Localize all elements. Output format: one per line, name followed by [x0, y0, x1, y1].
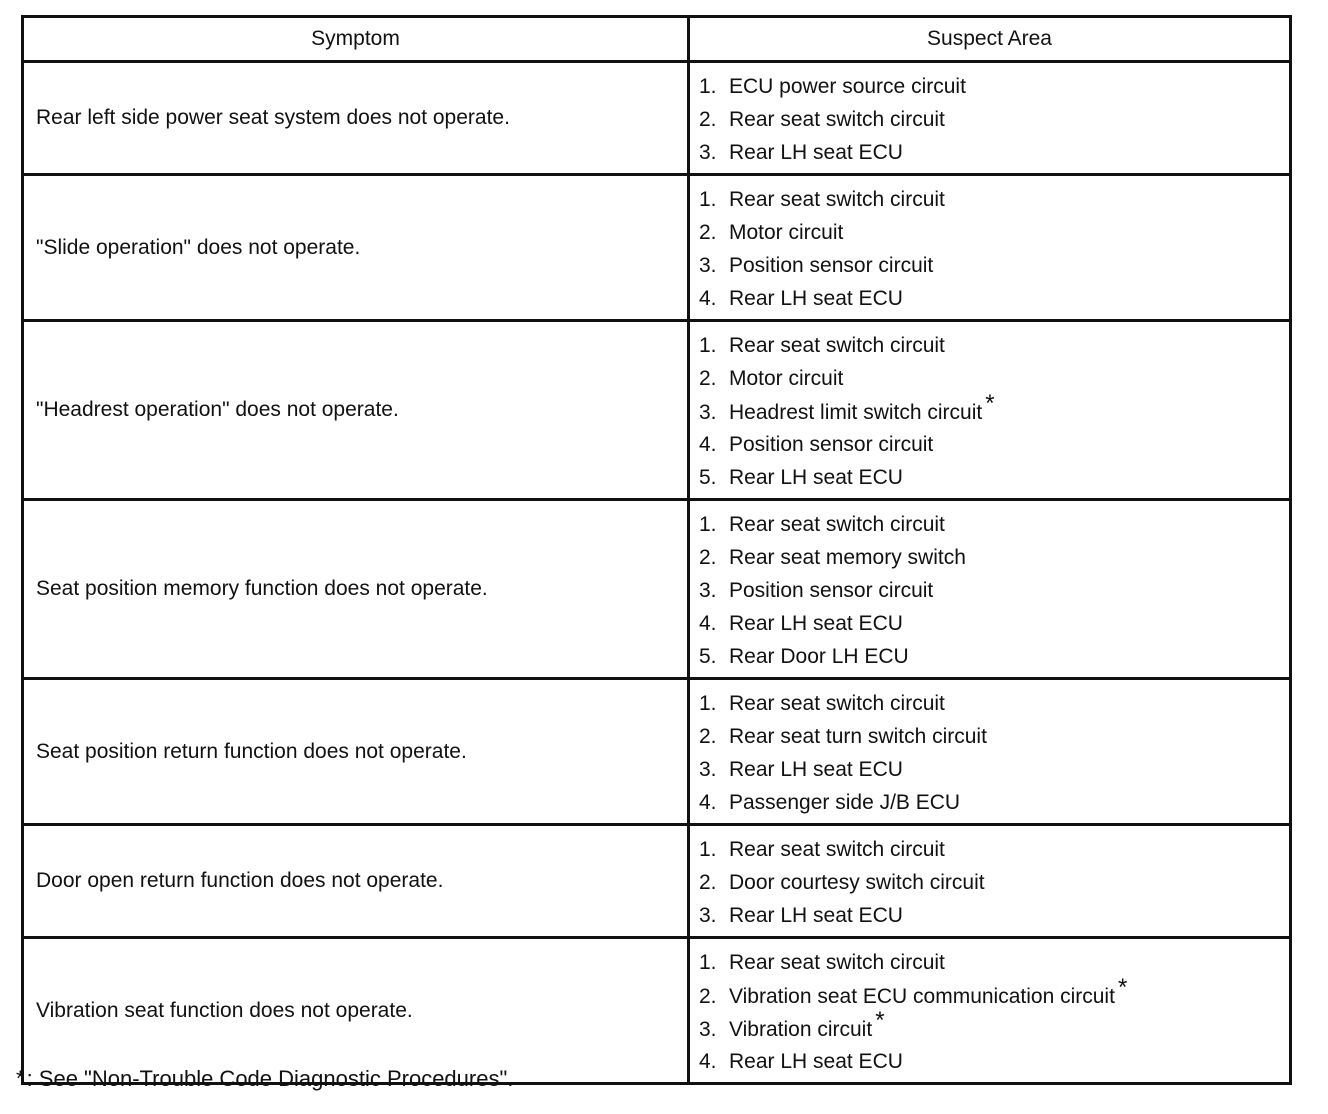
suspect-area-cell	[689, 825, 1291, 938]
list-item	[699, 720, 1289, 753]
suspect-area-cell	[689, 938, 1291, 1084]
list-item	[699, 461, 1289, 494]
item-text: Vibration seat ECU communication circuit	[729, 985, 1115, 1008]
item-number: 1.	[699, 951, 717, 974]
footnote-marker: *	[16, 1066, 25, 1091]
suspect-area-cell	[689, 62, 1291, 175]
list-item	[699, 329, 1289, 362]
item-number: 1.	[699, 334, 717, 357]
item-number: 2.	[699, 546, 717, 569]
item-text: Vibration circuit	[729, 1018, 873, 1041]
suspect-area-cell	[689, 175, 1291, 321]
item-text: Rear seat switch circuit	[729, 951, 945, 974]
table-body	[23, 62, 1291, 1084]
footnote-marker: *	[875, 1007, 885, 1034]
item-text: Rear seat switch circuit	[729, 108, 945, 131]
list-item	[699, 866, 1289, 899]
item-number: 2.	[699, 367, 717, 390]
symptom-cell: Door open return function does not operate.	[23, 825, 689, 938]
list-item	[699, 249, 1289, 282]
item-text: Rear seat turn switch circuit	[729, 725, 987, 748]
suspect-area-list	[699, 70, 1289, 169]
list-item	[699, 428, 1289, 461]
list-item	[699, 607, 1289, 640]
item-text: Rear LH seat ECU	[729, 758, 903, 781]
list-item	[699, 390, 1289, 428]
list-item	[699, 899, 1289, 932]
item-number: 1.	[699, 188, 717, 211]
item-text: Rear LH seat ECU	[729, 287, 903, 310]
suspect-area-list	[699, 687, 1289, 819]
item-text: Position sensor circuit	[729, 254, 934, 277]
item-text: Motor circuit	[729, 221, 844, 244]
list-item	[699, 282, 1289, 315]
list-item	[699, 508, 1289, 541]
symptom-cell: Seat position memory function does not operate.	[23, 500, 689, 679]
item-text: Position sensor circuit	[729, 433, 934, 456]
item-number: 4.	[699, 287, 717, 310]
footnote	[16, 1066, 513, 1092]
list-item	[699, 640, 1289, 673]
item-text: Rear Door LH ECU	[729, 645, 909, 668]
item-text: ECU power source circuit	[729, 75, 966, 98]
list-item	[699, 574, 1289, 607]
item-number: 4.	[699, 612, 717, 635]
item-text: Rear seat memory switch	[729, 546, 966, 569]
table-row	[23, 500, 1291, 679]
item-number: 3.	[699, 579, 717, 602]
item-number: 1.	[699, 75, 717, 98]
item-text: Rear LH seat ECU	[729, 612, 903, 635]
item-text: Motor circuit	[729, 367, 844, 390]
item-number: 5.	[699, 466, 717, 489]
symptom-header: Symptom	[23, 17, 689, 62]
list-item	[699, 974, 1289, 1012]
footnote-marker: *	[985, 390, 995, 417]
suspect-area-list	[699, 329, 1289, 494]
item-text: Rear seat switch circuit	[729, 838, 945, 861]
item-number: 5.	[699, 645, 717, 668]
symptom-cell: "Headrest operation" does not operate.	[23, 321, 689, 500]
suspect-area-list	[699, 946, 1289, 1078]
item-number: 2.	[699, 871, 717, 894]
item-text: Rear LH seat ECU	[729, 1050, 903, 1073]
suspect-area-list	[699, 508, 1289, 673]
item-number: 2.	[699, 985, 717, 1008]
list-item	[699, 687, 1289, 720]
list-item	[699, 183, 1289, 216]
table-row	[23, 938, 1291, 1084]
table-row	[23, 321, 1291, 500]
symptom-cell: Vibration seat function does not operate.	[23, 938, 689, 1084]
suspect-area-table	[21, 15, 1292, 1085]
list-item	[699, 70, 1289, 103]
suspect-area-cell	[689, 500, 1291, 679]
list-item	[699, 216, 1289, 249]
item-text: Rear seat switch circuit	[729, 513, 945, 536]
item-text: Rear LH seat ECU	[729, 141, 903, 164]
footnote-text: : See "Non-Trouble Code Diagnostic Procedures".	[26, 1066, 514, 1091]
list-item	[699, 103, 1289, 136]
list-item	[699, 753, 1289, 786]
item-text: Door courtesy switch circuit	[729, 871, 985, 894]
item-number: 3.	[699, 904, 717, 927]
suspect-area-header: Suspect Area	[689, 17, 1291, 62]
suspect-area-list	[699, 833, 1289, 932]
item-text: Rear seat switch circuit	[729, 334, 945, 357]
list-item	[699, 786, 1289, 819]
list-item	[699, 946, 1289, 979]
list-item	[699, 833, 1289, 866]
symptom-cell: Rear left side power seat system does not operate.	[23, 62, 689, 175]
item-number: 2.	[699, 221, 717, 244]
item-number: 1.	[699, 692, 717, 715]
item-text: Rear LH seat ECU	[729, 466, 903, 489]
table-row	[23, 62, 1291, 175]
item-number: 2.	[699, 725, 717, 748]
list-item	[699, 136, 1289, 169]
suspect-area-cell	[689, 679, 1291, 825]
item-number: 3.	[699, 254, 717, 277]
item-number: 3.	[699, 758, 717, 781]
symptom-cell: Seat position return function does not operate.	[23, 679, 689, 825]
symptom-cell: "Slide operation" does not operate.	[23, 175, 689, 321]
item-number: 3.	[699, 401, 717, 424]
suspect-area-cell	[689, 321, 1291, 500]
item-number: 4.	[699, 791, 717, 814]
suspect-area-list	[699, 183, 1289, 315]
item-number: 1.	[699, 513, 717, 536]
item-text: Rear seat switch circuit	[729, 692, 945, 715]
list-item	[699, 1007, 1289, 1045]
item-text: Rear LH seat ECU	[729, 904, 903, 927]
table-row	[23, 679, 1291, 825]
item-number: 4.	[699, 433, 717, 456]
item-text: Headrest limit switch circuit	[729, 401, 983, 424]
item-text: Passenger side J/B ECU	[729, 791, 961, 814]
item-number: 1.	[699, 838, 717, 861]
item-text: Position sensor circuit	[729, 579, 934, 602]
list-item	[699, 1045, 1289, 1078]
list-item	[699, 541, 1289, 574]
table-header-row	[23, 17, 1291, 62]
item-number: 3.	[699, 141, 717, 164]
footnote-marker: *	[1117, 974, 1128, 1001]
table-row	[23, 175, 1291, 321]
item-number: 3.	[699, 1018, 717, 1041]
table-row	[23, 825, 1291, 938]
item-number: 2.	[699, 108, 717, 131]
item-number: 4.	[699, 1050, 717, 1073]
item-text: Rear seat switch circuit	[729, 188, 945, 211]
